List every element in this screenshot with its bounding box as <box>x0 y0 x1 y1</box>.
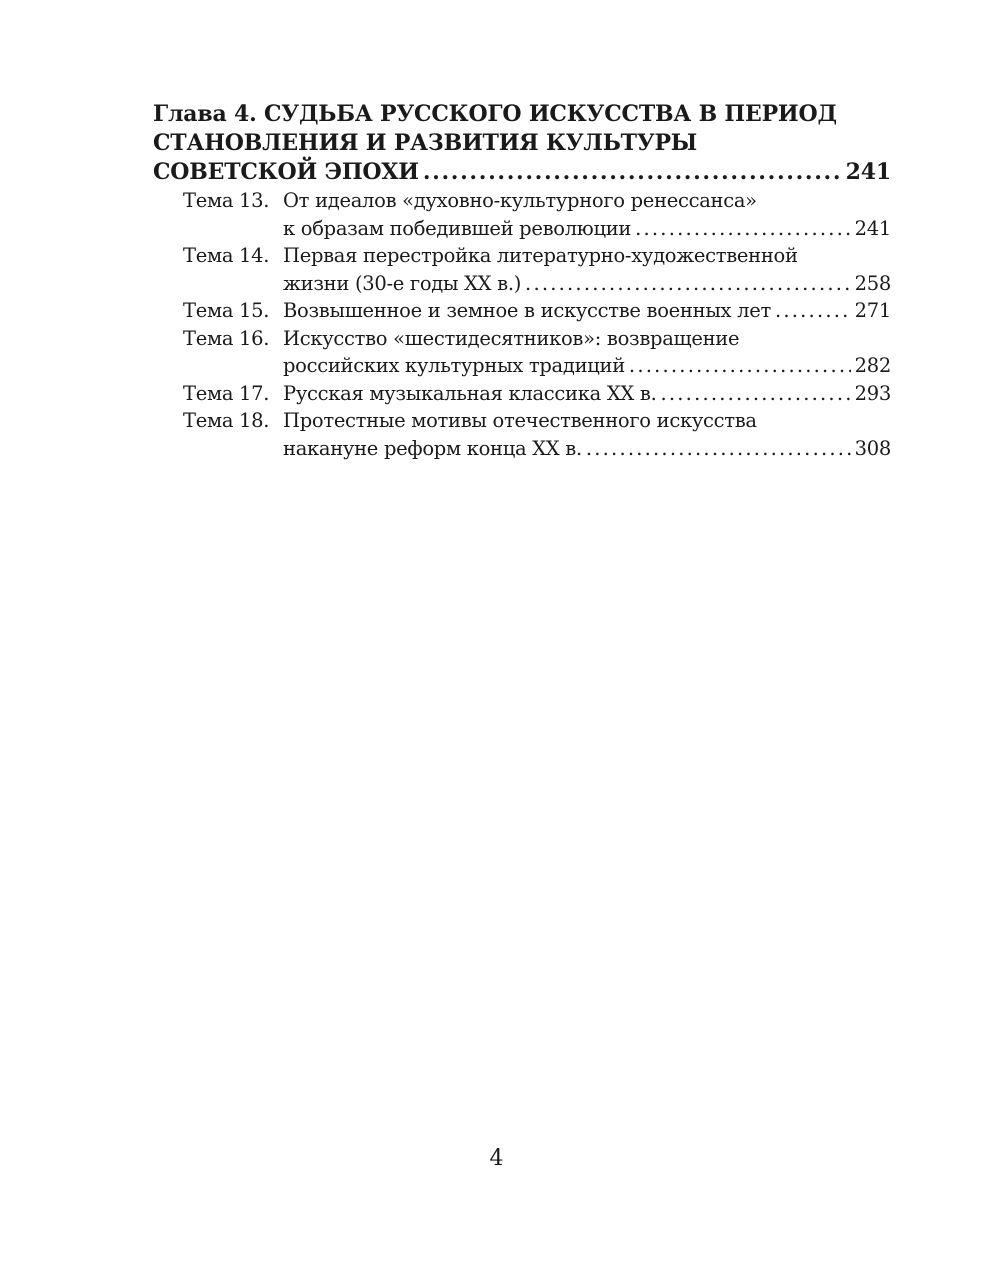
topic-title-line-1: От идеалов «духовно-культурного ренессанса» <box>283 189 757 212</box>
chapter-title-line-3 <box>153 158 891 187</box>
chapter-title-line-2: СТАНОВЛЕНИЯ И РАЗВИТИЯ КУЛЬТУРЫ <box>153 130 698 156</box>
topic-entry <box>183 325 891 380</box>
topic-page-number: 271 <box>854 299 891 322</box>
topic-title-line-1: Первая перестройка литературно-художественной <box>283 244 798 267</box>
topic-title-line-2 <box>283 215 891 243</box>
topic-entry <box>183 242 891 297</box>
topic-label: Тема 17. <box>183 381 270 405</box>
topic-title-line <box>283 380 891 408</box>
topic-title-line-2-text: российских культурных традиций <box>283 354 625 377</box>
topic-entry <box>183 297 891 325</box>
topic-title-line-2-text: к образам победившей революции <box>283 216 632 240</box>
topic-title-line-2-text: жизни (30-е годы XX в.) <box>283 271 522 295</box>
topic-title-line-2-text: накануне реформ конца XX в. <box>283 436 582 460</box>
topic-title-line-2 <box>283 270 891 298</box>
dot-leader <box>586 435 851 463</box>
chapter-page-number: 241 <box>845 159 891 185</box>
topic-title-line <box>283 297 891 325</box>
topic-label: Тема 13. <box>183 189 270 212</box>
dot-leader <box>635 215 851 243</box>
topic-title-line-2 <box>283 435 891 463</box>
page-number: 4 <box>489 1146 504 1171</box>
topic-page-number: 293 <box>854 381 891 405</box>
topic-title-text: Возвышенное и земное в искусстве военных лет <box>283 299 771 322</box>
dot-leader <box>525 270 851 298</box>
topic-label: Тема 14. <box>183 244 270 267</box>
topic-label: Тема 15. <box>183 299 270 322</box>
chapter-title-line-1: Глава 4. СУДЬБА РУССКОГО ИСКУССТВА В ПЕРИОД <box>153 101 837 127</box>
topic-label: Тема 16. <box>183 326 270 350</box>
topic-entry <box>183 187 891 242</box>
topic-list <box>153 187 891 462</box>
topic-page-number: 258 <box>854 271 891 295</box>
topic-page-number: 282 <box>854 354 891 377</box>
topic-label: Тема 18. <box>183 409 270 432</box>
topic-entry <box>183 380 891 408</box>
dot-leader <box>629 352 851 380</box>
dot-leader <box>660 380 850 408</box>
dot-leader <box>775 297 851 325</box>
chapter-heading <box>153 100 891 187</box>
topic-page-number: 308 <box>854 436 891 460</box>
topic-page-number: 241 <box>854 216 891 240</box>
dot-leader <box>423 158 842 187</box>
topic-title-line-2 <box>283 352 891 380</box>
table-of-contents <box>153 100 891 462</box>
topic-title-line-1: Искусство «шестидесятников»: возвращение <box>283 326 740 350</box>
topic-title-line-1: Протестные мотивы отечественного искусства <box>283 409 757 432</box>
topic-title-text: Русская музыкальная классика XX в. <box>283 381 657 405</box>
topic-entry <box>183 407 891 462</box>
chapter-title-line-3-text: СОВЕТСКОЙ ЭПОХИ <box>153 159 419 185</box>
